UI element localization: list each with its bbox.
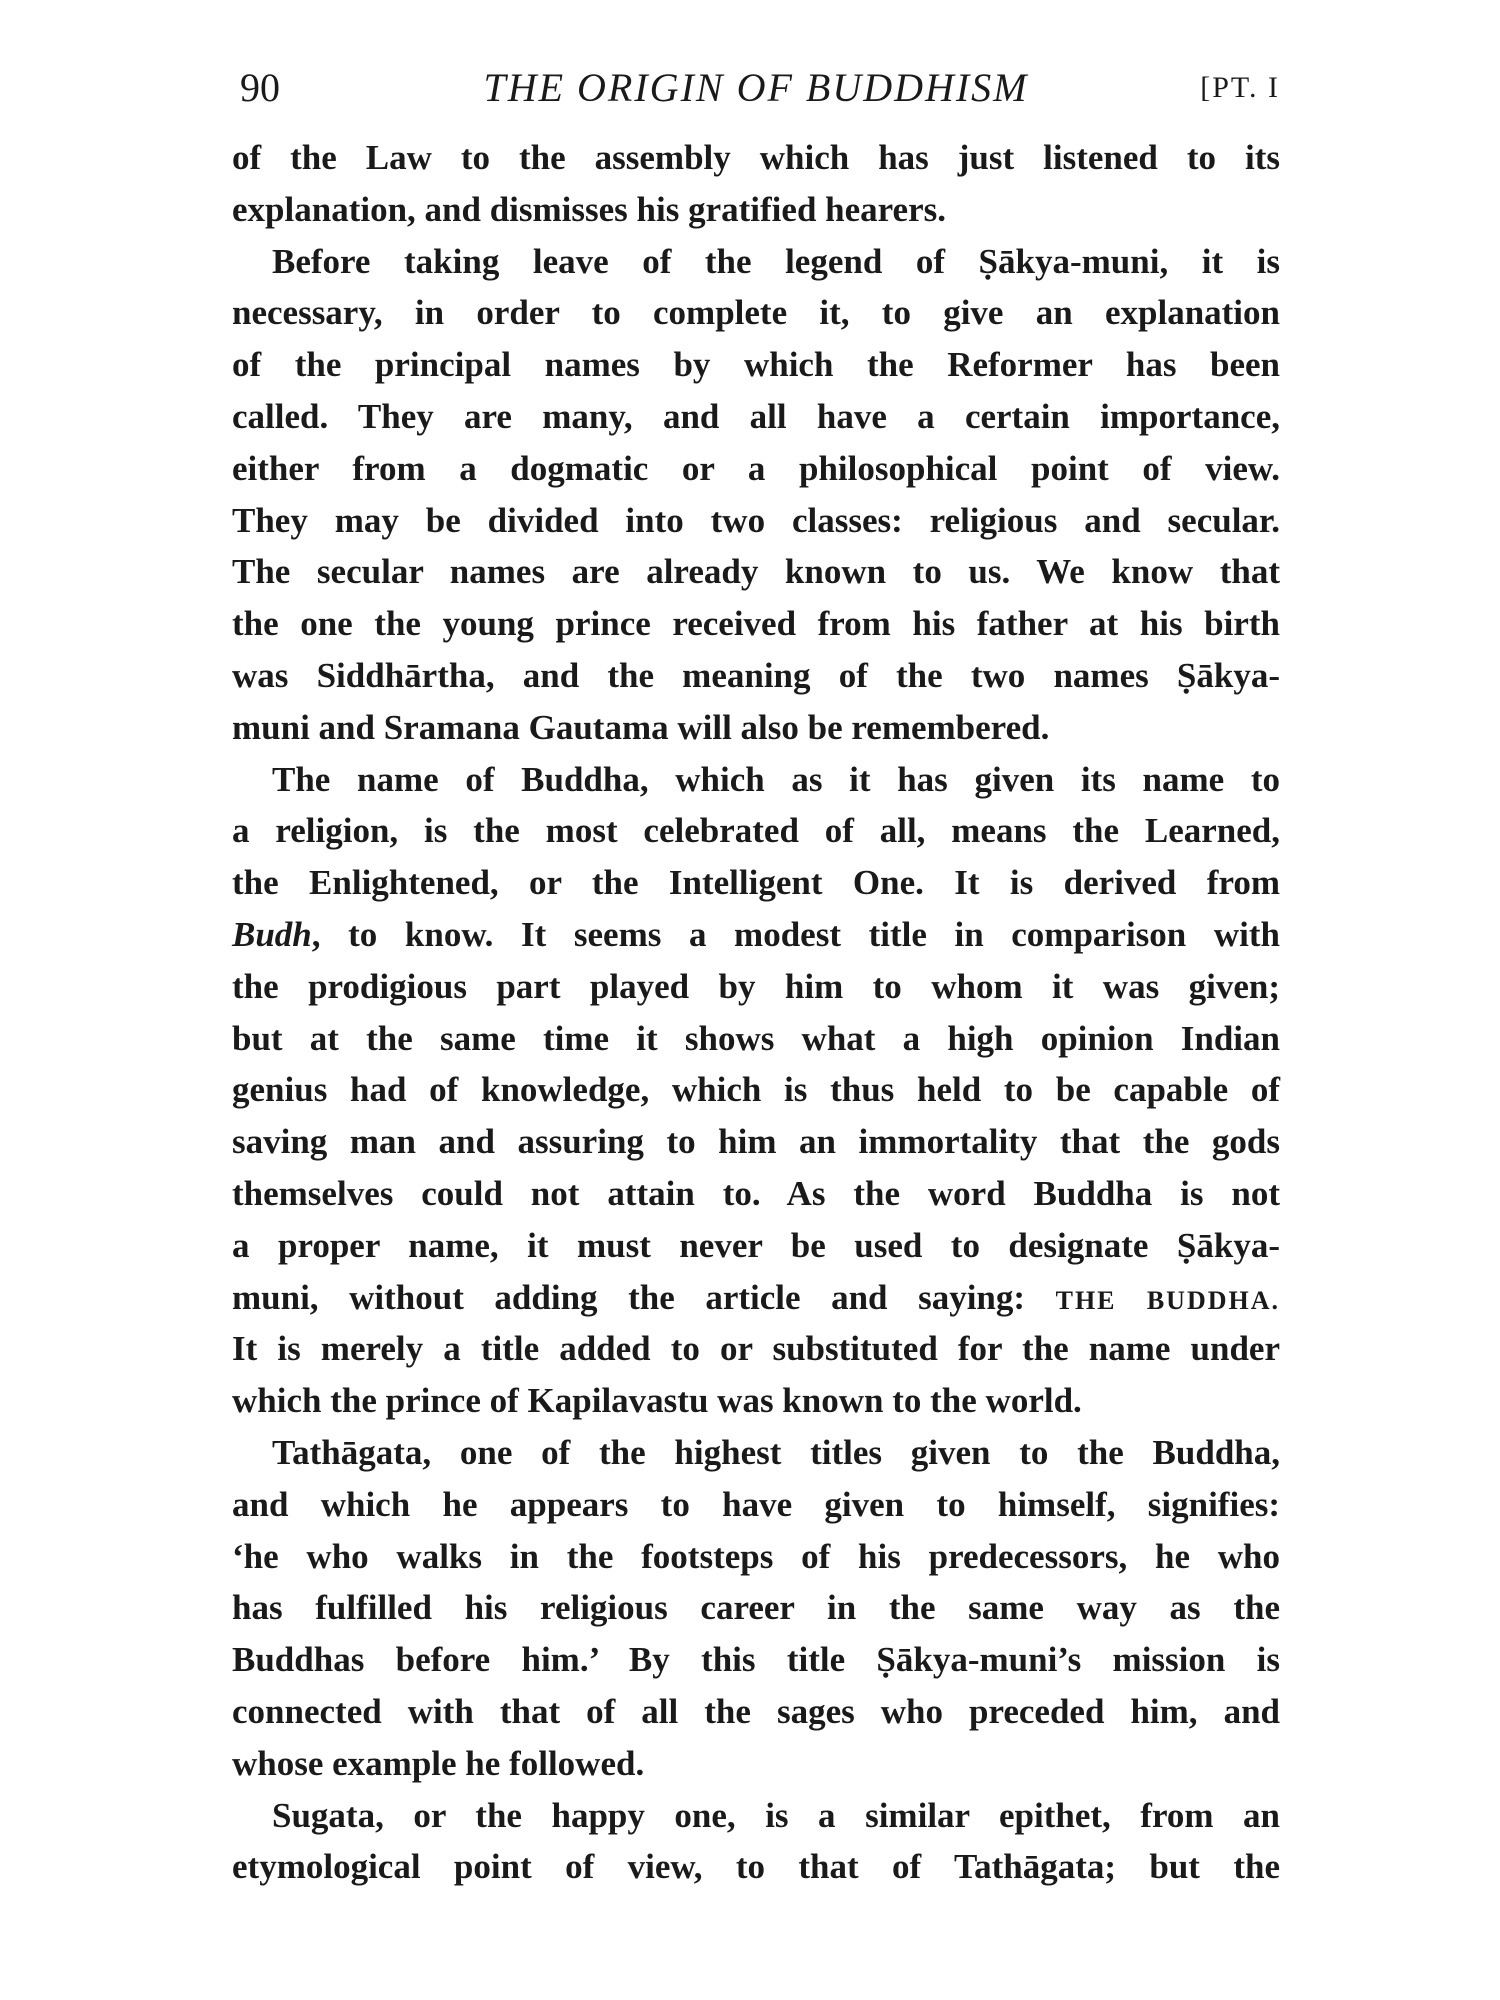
text-line: etymological point of view, to that of Tathāgata; but the — [232, 1847, 1280, 1887]
paragraph — [232, 1427, 1280, 1790]
body-text — [232, 132, 1280, 1893]
text-line — [232, 909, 1280, 961]
text-line: connected with that of all the sages who preceded him, and — [232, 1691, 1280, 1731]
text-line: genius had of knowledge, which is thus held to be capable of — [232, 1070, 1280, 1110]
text-line: Tathāgata, one of the highest titles given to the Buddha, — [272, 1432, 1280, 1472]
text-line: either from a dogmatic or a philosophical point of view. — [232, 448, 1280, 488]
text-line: the one the young prince received from his father at his birth — [232, 604, 1280, 644]
running-header — [232, 60, 1280, 116]
text-line: explanation, and dismisses his gratified hearers. — [232, 189, 946, 229]
text-line: whose example he followed. — [232, 1743, 645, 1783]
running-title: THE ORIGIN OF BUDDHISM — [483, 65, 1029, 110]
paragraph — [232, 754, 1280, 1427]
line-text: muni, without adding the article and saying: — [232, 1277, 1056, 1317]
italic-term: Budh — [232, 914, 312, 954]
text-line: Buddhas before him.’ By this title Ṣākya-muni’s mission is — [232, 1640, 1280, 1680]
text-line — [232, 1272, 1280, 1324]
text-line: Before taking leave of the legend of Ṣākya-muni, it is — [272, 241, 1280, 281]
paragraph — [232, 132, 1280, 236]
book-page — [232, 60, 1280, 1960]
text-line: was Siddhārtha, and the meaning of the two names Ṣākya- — [232, 655, 1280, 695]
text-line: has fulfilled his religious career in the same way as the — [232, 1588, 1280, 1628]
line-rest: , to know. It seems a modest title in comparison with — [311, 914, 1280, 954]
paragraph — [232, 1790, 1280, 1894]
page-number: 90 — [240, 65, 280, 110]
text-line: of the Law to the assembly which has just listened to its — [232, 138, 1280, 177]
text-line: necessary, in order to complete it, to give an explanation — [232, 293, 1280, 333]
text-line: It is merely a title added to or substituted for the name under — [232, 1329, 1280, 1369]
text-line: Sugata, or the happy one, is a similar epithet, from an — [272, 1795, 1280, 1835]
text-line: which the prince of Kapilavastu was known to the world. — [232, 1381, 1082, 1421]
text-line: the prodigious part played by him to whom it was given; — [232, 966, 1280, 1006]
paragraph — [232, 236, 1280, 754]
text-line: of the principal names by which the Reformer has been — [232, 345, 1280, 385]
text-line: a proper name, it must never be used to designate Ṣākya- — [232, 1225, 1280, 1265]
text-line: The secular names are already known to us. We know that — [232, 552, 1280, 592]
text-line: the Enlightened, or the Intelligent One. It is derived from — [232, 863, 1280, 903]
text-line: saving man and assuring to him an immortality that the gods — [232, 1122, 1280, 1162]
text-line: and which he appears to have given to himself, signifies: — [232, 1484, 1280, 1524]
part-label: [PT. I — [1200, 71, 1280, 104]
text-line: ‘he who walks in the footsteps of his predecessors, he who — [232, 1536, 1280, 1576]
text-line: They may be divided into two classes: religious and secular. — [232, 500, 1280, 540]
text-line: a religion, is the most celebrated of all, means the Learned, — [232, 811, 1280, 851]
small-caps-term: THE BUDDHA. — [1055, 1285, 1280, 1315]
text-line: but at the same time it shows what a high opinion Indian — [232, 1018, 1280, 1058]
text-line: themselves could not attain to. As the word Buddha is not — [232, 1173, 1280, 1213]
text-line: muni and Sramana Gautama will also be remembered. — [232, 707, 1050, 747]
text-line: called. They are many, and all have a certain importance, — [232, 396, 1280, 436]
text-line: The name of Buddha, which as it has given its name to — [272, 759, 1280, 799]
